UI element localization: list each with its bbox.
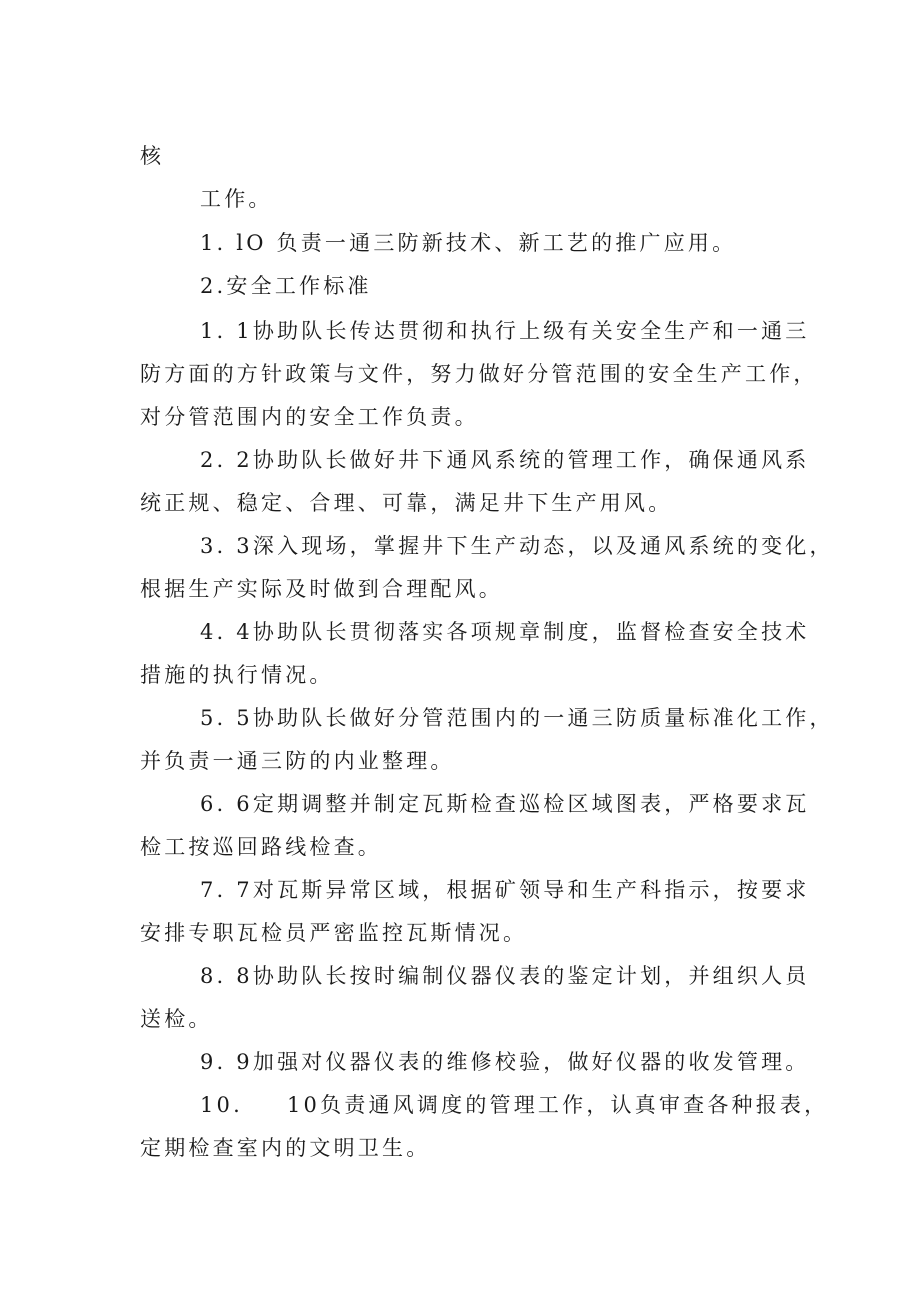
- text-line: 对分管范围内的安全工作负责。: [140, 405, 479, 429]
- text-line: 5. 5协助队长做好分管范围内的一通三防质量标准化工作，: [200, 706, 834, 730]
- text-line: 防方面的方针政策与文件，努力做好分管范围的安全生产工作，: [140, 362, 818, 386]
- text-line: 根据生产实际及时做到合理配风。: [140, 577, 503, 601]
- text-line: 6. 6定期调整并制定瓦斯检查巡检区域图表，严格要求瓦: [200, 792, 810, 816]
- text-line: 工作。: [200, 187, 273, 211]
- text-line: 1. lO 负责一通三防新技术、新工艺的推广应用。: [200, 231, 737, 255]
- text-line: 措施的执行情况。: [140, 663, 334, 687]
- text-line: 安排专职瓦检员严密监控瓦斯情况。: [140, 921, 528, 945]
- text-line-number: 10.: [200, 1093, 243, 1117]
- text-line: 10负责通风调度的管理工作，认真审查各种报表，: [287, 1093, 829, 1117]
- text-line: 核: [140, 144, 165, 168]
- text-line: 并负责一通三防的内业整理。: [140, 749, 455, 773]
- text-line: 9. 9加强对仪器仪表的维修校验，做好仪器的收发管理。: [200, 1050, 810, 1074]
- text-line: 检工按巡回路线检查。: [140, 835, 382, 859]
- text-line: 定期检查室内的文明卫生。: [140, 1136, 431, 1160]
- text-line: 8. 8协助队长按时编制仪器仪表的鉴定计划，并组织人员: [200, 964, 810, 988]
- text-line: 2. 2协助队长做好井下通风系统的管理工作，确保通风系: [200, 448, 810, 472]
- text-line: 1. 1协助队长传达贯彻和执行上级有关安全生产和一通三: [200, 319, 810, 343]
- text-line: 7. 7对瓦斯异常区域，根据矿领导和生产科指示，按要求: [200, 878, 810, 902]
- text-line: 统正规、稳定、合理、可靠，满足井下生产用风。: [140, 491, 673, 515]
- text-line: 送检。: [140, 1007, 213, 1031]
- text-line: 3. 3深入现场，掌握井下生产动态，以及通风系统的变化，: [200, 534, 834, 558]
- text-line: 4. 4协助队长贯彻落实各项规章制度，监督检查安全技术: [200, 620, 810, 644]
- section-heading: 2.安全工作标准: [200, 274, 372, 298]
